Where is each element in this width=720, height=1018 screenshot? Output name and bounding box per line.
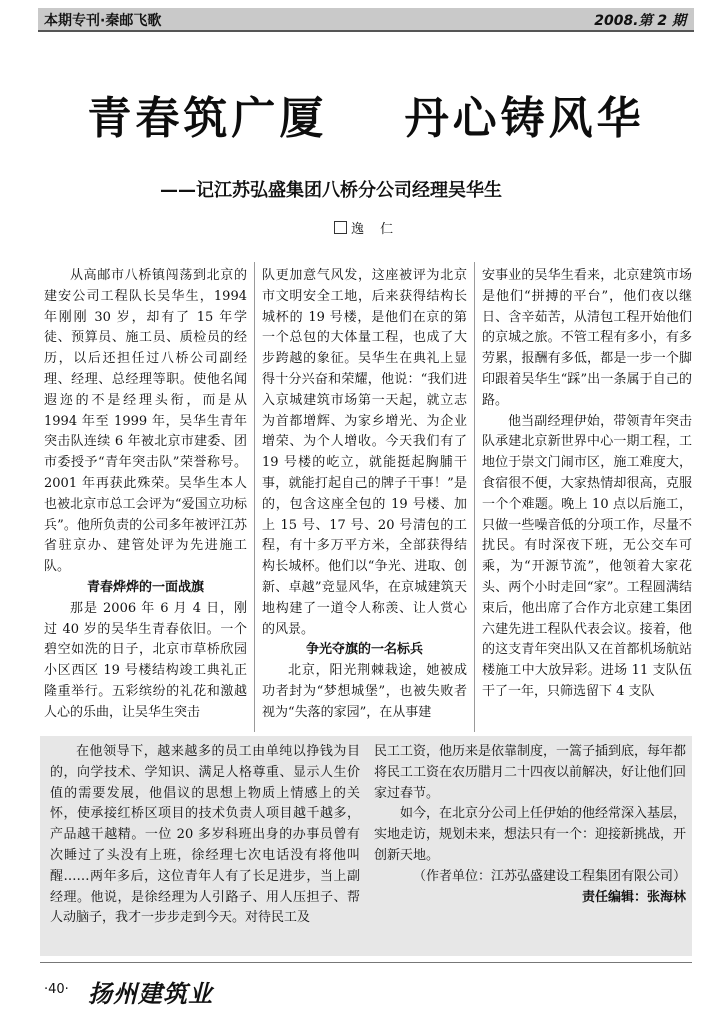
article-subtitle: ——记江苏弘盛集团八桥分公司经理吴华生 — [160, 180, 502, 201]
paragraph: 那是 2006 年 6 月 4 日，刚过 40 岁的吴华生青春依旧。一个碧空如洗的日子，北京市草桥欣园小区西区 19 号楼结构竣工典礼正隆重举行。五彩缤纷的礼花和激越人心的乐曲，让吴华生突击 — [44, 600, 247, 720]
text-column-2 — [262, 266, 467, 726]
author-name: 逸 仁 — [351, 222, 400, 237]
author-byline — [334, 218, 399, 237]
box-column-1 — [50, 742, 360, 952]
article-title: 青春筑广厦 丹心铸风华 — [87, 93, 645, 144]
magazine-logo: 扬州建筑业 — [88, 980, 213, 1008]
text-column-3 — [482, 266, 692, 726]
paragraph: 民工工资，他历来是依靠制度，一篙子插到底，每年都将民工工资在农历腊月二十四夜以前解决，好让他们回家过春节。 — [374, 744, 686, 801]
issue-number: 2008.第 2 期 — [594, 13, 686, 29]
column-divider — [254, 262, 255, 732]
paragraph: 队更加意气风发，这座被评为北京市文明安全工地，后来获得结构长城杯的 19 号楼，是他们在京的第一个总包的大体量工程，也成了大步跨越的象征。吴华生在典礼上显得十分兴奋和荣耀，他说：“我们进入京城建筑市场第一天起，就立志为首都增辉、为家乡增光、为企业增荣、为个人增收。今天我们有了 19 号楼的屹立，就能挺起胸脯干事，就能打起自己的牌子干事！”是的，包含这座全包的 19 号楼、加上 15 号、17 号、20 号清包的工程，有十多万平方米，全部获得结构长城杯。他们以“争光、进取、创新、卓越”竞显风华，在京城建筑天地构建了一道令人称羡、让人赏心的风景。 — [262, 268, 467, 637]
byline-box-icon — [334, 221, 347, 234]
responsible-editor: 责任编辑：张海林 — [581, 889, 686, 905]
section-name: 本期专刊·秦邮飞歌 — [44, 13, 162, 29]
author-affiliation: （作者单位：江苏弘盛建设工程集团有限公司） — [412, 868, 686, 884]
section-heading: 青春烨烨的一面战旗 — [86, 579, 204, 595]
paragraph: 如今，在北京分公司上任伊始的他经常深入基层，实地走访，规划未来，想法只有一个：迎接新挑战，开创新天地。 — [374, 806, 686, 863]
page-header — [38, 8, 694, 32]
paragraph: 安事业的吴华生看来，北京建筑市场是他们“拼搏的平台”，他们夜以继日、含辛茹苦，从清包工程开始他们的京城之旅。不管工程有多小，有多劳累，报酬有多低，都是一步一个脚印跟着吴华生“踩”出一条属于自己的路。 — [482, 268, 692, 408]
paragraph: 从高邮市八桥镇闯荡到北京的建安公司工程队长吴华生，1994 年刚刚 30 岁，却有了 15 年学徒、预算员、施工员、质检员的经历，以后还担任过八桥公司副经理、经理、总经理等职。使他名闻遐迩的不是经理头衔，而是从 1994 年至 1999 年，吴华生青年突击队连续 6 年被北京市建委、团市委授予“青年突击队”荣誉称号。2001 年再获此殊荣。吴华生本人也被北京市总工会评为“爱国立功标兵”。他所负责的公司多年被评江苏省驻京办、建管处评为先进施工队。 — [44, 268, 247, 575]
paragraph: 在他领导下，越来越多的员工由单纯以挣钱为目的，向学技术、学知识、满足人格尊重、显示人生价值的需要发展，他倡议的思想上物质上情感上的关怀，使承接红桥区项目的技术负责人项目越千越多，产品越干越精。一位 20 多岁科班出身的办事员曾有次睡过了头没有上班，徐经理七次电话没有将他叫醒……两年多后，这位青年人有了长足进步，当上副经理。他说，是徐经理为人引路子、用人压担子、帮人动脑子，我才一步步走到今天。对待民工及 — [50, 744, 360, 926]
box-column-2 — [374, 742, 686, 952]
paragraph: 他当副经理伊始，带领青年突击队承建北京新世界中心一期工程，工地位于崇文门闹市区，施工难度大，食宿很不便，大家热情却很高，克服一个个难题。晚上 10 点以后施工，只做一些噪音低的分项工作，尽量不扰民。有时深夜下班，无公交车可乘，为“开源节流”，他领着大家花头、两个小时走回“家”。工程圆满结束后，他出席了合作方北京建工集团六建先进工程队代表会议。接着，他的这支青年突出队又在首都机场航站楼施工中大放异彩。进场 11 支队伍干了一年，只筛选留下 4 支队 — [482, 413, 692, 699]
page-number: ·40· — [44, 982, 69, 997]
column-divider — [474, 262, 475, 732]
paragraph: 北京，阳光荆棘栽途，她被成功者封为“梦想城堡”，也被失败者视为“失落的家园”，在从事建 — [262, 663, 467, 720]
footer-divider — [40, 962, 692, 963]
text-column-1 — [44, 266, 247, 726]
section-heading: 争光夺旗的一名标兵 — [305, 642, 423, 658]
